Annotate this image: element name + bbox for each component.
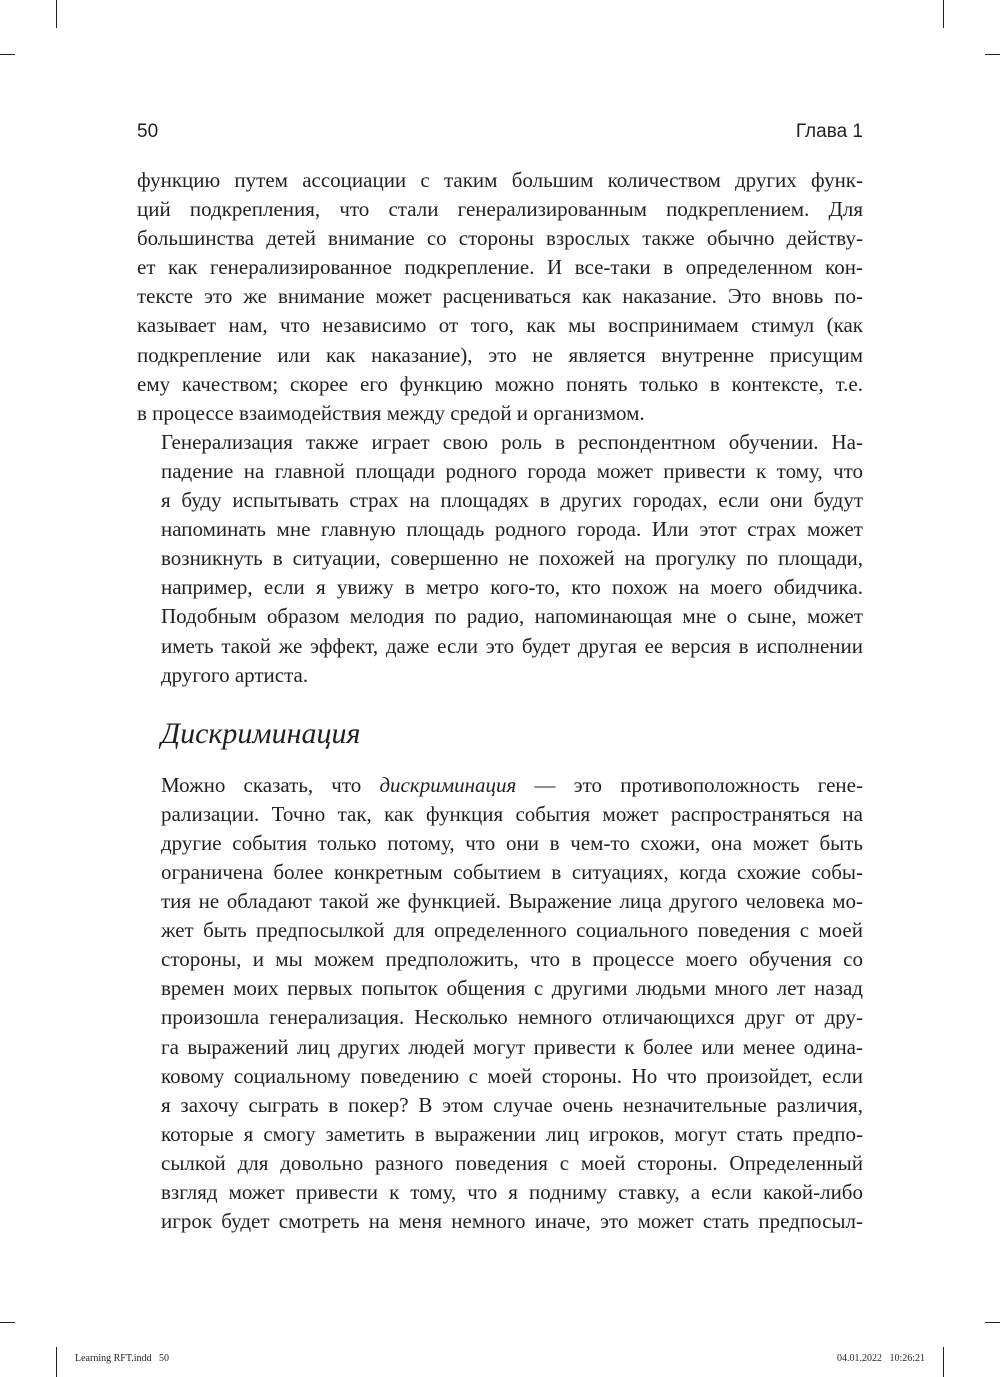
paragraph-3	[137, 771, 863, 1237]
crop-mark-bottom-right-h	[985, 1322, 1000, 1323]
text-line: в процессе взаимодействия между средой и организмом.	[137, 400, 645, 425]
crop-mark-top-left	[56, 0, 57, 28]
crop-mark-bottom-left	[56, 1347, 57, 1377]
text-line: ет как генерализированное подкрепление. И все-таки в определенном кон-	[137, 255, 863, 280]
text-line: падение на главной площади родного города может привести к тому, что	[161, 458, 863, 483]
text-line: тия не обладают такой же функцией. Выражение лица другого человека мо-	[161, 889, 863, 914]
slug-file: Learning RFT.indd 50	[75, 1353, 169, 1364]
text-line: казывает нам, что независимо от того, как мы воспринимаем стимул (как	[137, 313, 863, 338]
text-line: большинства детей внимание со стороны взрослых также обычно действу-	[137, 226, 863, 251]
text-line: я буду испытывать страх на площадях в других городах, если они будут	[161, 488, 863, 513]
paragraph-1	[137, 166, 863, 428]
paragraph-2	[137, 428, 863, 690]
text-line: функцию путем ассоциации с таким большим количеством других функ-	[137, 168, 863, 192]
chapter-title: Глава 1	[795, 121, 863, 142]
text-line: возникнуть в ситуации, совершенно не похожей на прогулку по площади,	[161, 546, 863, 571]
text-line: времен моих первых попыток общения с другими людьми много лет назад	[161, 976, 863, 1001]
text-line: напоминать мне главную площадь родного города. Или этот страх может	[161, 517, 863, 542]
text-line: ограничена более конкретным событием в ситуациях, когда схожие собы-	[161, 859, 863, 884]
text-line: например, если я увижу в метро кого-то, кто похож на моего обидчика.	[161, 575, 863, 600]
text-line: тексте это же внимание может расцениваться как наказание. Это вновь по-	[137, 284, 863, 309]
section-heading: Дискриминация	[161, 716, 361, 750]
crop-mark-bottom-right	[943, 1347, 944, 1377]
text-line: другого артиста.	[161, 662, 309, 687]
text-line: рализации. Точно так, как функция события может распространяться на	[161, 801, 863, 826]
text-line: которые я смогу заметить в выражении лиц игроков, могут стать предпо-	[161, 1121, 863, 1146]
text-line: ций подкрепления, что стали генерализированным подкреплением. Для	[137, 197, 863, 222]
crop-mark-top-left-h	[0, 54, 15, 55]
body-text	[137, 166, 863, 1236]
text-line: ковому социальному поведению с моей стороны. Но что произойдет, если	[161, 1063, 863, 1088]
text-line: Можно сказать, что дискриминация — это противоположность гене-	[161, 772, 863, 797]
text-line: я захочу сыграть в покер? В этом случае очень незначительные различия,	[161, 1092, 863, 1117]
italic-term: дискриминация	[379, 772, 517, 797]
crop-mark-top-right	[943, 0, 944, 28]
text-line: сылкой для довольно разного поведения с моей стороны. Определенный	[161, 1150, 863, 1175]
running-head	[137, 121, 863, 149]
text-line: подкрепление или как наказание), это не является внутренне присущим	[137, 342, 863, 367]
text-line: стороны, и мы можем предположить, что в процессе моего обучения со	[161, 947, 863, 972]
text-line: произошла генерализация. Несколько немного отличающихся друг от дру-	[161, 1005, 863, 1030]
text-line: игрок будет смотреть на меня немного иначе, это может стать предпосыл-	[161, 1209, 863, 1234]
crop-mark-top-right-h	[985, 54, 1000, 55]
text-line: Подобным образом мелодия по радио, напоминающая мне о сыне, может	[161, 604, 863, 629]
text-line: иметь такой же эффект, даже если это будет другая ее версия в исполнении	[161, 633, 863, 658]
crop-mark-bottom-left-h	[0, 1322, 15, 1323]
text-line: Генерализация также играет свою роль в респондентном обучении. На-	[161, 429, 863, 454]
text-line: взгляд может привести к тому, что я подниму ставку, а если какой-либо	[161, 1180, 863, 1204]
page-number: 50	[137, 121, 159, 142]
text-line: га выражений лиц других людей могут привести к более или менее одина-	[161, 1034, 863, 1059]
text-line: ему качеством; скорее его функцию можно понять только в контексте, т.е.	[137, 371, 863, 396]
slug-datetime: 04.01.2022 10:26:21	[836, 1353, 925, 1364]
text-line: жет быть предпосылкой для определенного социального поведения с моей	[161, 918, 863, 943]
text-line: другие события только потому, что они в чем-то схожи, она может быть	[161, 830, 863, 855]
